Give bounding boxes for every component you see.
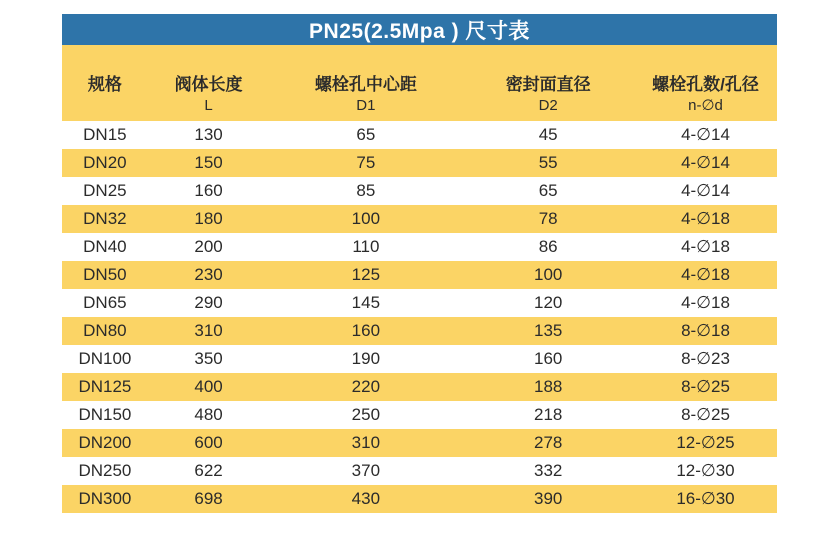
- table-cell: 310: [194, 321, 223, 340]
- table-cell: 4-∅18: [681, 265, 730, 284]
- table-cell: DN100: [78, 349, 132, 368]
- table-cell: 78: [538, 209, 558, 228]
- table-cell: 160: [194, 181, 223, 200]
- table-cell: 310: [351, 433, 381, 452]
- table-cell: 290: [194, 293, 223, 312]
- table-cell: 65: [538, 181, 558, 200]
- size-table: [62, 14, 777, 513]
- table-cell: 16-∅30: [676, 489, 735, 508]
- table-cell: 85: [356, 181, 376, 200]
- header-cell: [269, 45, 462, 121]
- header-cell: [62, 45, 148, 121]
- table-cell: 86: [538, 237, 558, 256]
- table-cell: DN20: [83, 153, 127, 172]
- table-cell: 8-∅18: [681, 321, 730, 340]
- table-cell: 332: [534, 461, 563, 480]
- table-cell: 4-∅14: [681, 125, 730, 144]
- table-cell: 4-∅18: [681, 237, 730, 256]
- table-cell: DN300: [78, 489, 132, 508]
- table-cell: 8-∅25: [681, 405, 730, 424]
- table-cell: 480: [194, 405, 223, 424]
- table-cell: 120: [534, 293, 563, 312]
- table-cell: 350: [194, 349, 223, 368]
- table-cell: DN15: [83, 125, 127, 144]
- table-cell: 8-∅23: [681, 349, 730, 368]
- header-sublabel: D1: [356, 97, 376, 114]
- table-cell: 4-∅14: [681, 153, 730, 172]
- table-row: [62, 485, 777, 513]
- table-row: [62, 233, 777, 261]
- table-cell: DN250: [78, 461, 132, 480]
- table-cell: 400: [194, 377, 223, 396]
- header-sublabel: n-∅d: [688, 97, 723, 114]
- header-sublabel: D2: [538, 97, 558, 114]
- table-cell: 250: [351, 405, 381, 424]
- table-cell: 190: [351, 349, 381, 368]
- table-cell: 4-∅18: [681, 293, 730, 312]
- table-cell: DN150: [78, 405, 132, 424]
- header-cell: [462, 45, 634, 121]
- table-cell: 622: [194, 461, 223, 480]
- table-cell: DN40: [83, 237, 127, 256]
- table-cell: 430: [351, 489, 381, 508]
- table-cell: DN200: [78, 433, 132, 452]
- table-cell: 160: [534, 349, 563, 368]
- header-sublabel: L: [204, 97, 213, 114]
- table-row: [62, 149, 777, 177]
- table-cell: 180: [194, 209, 223, 228]
- table-cell: 75: [356, 153, 376, 172]
- header-cell: [634, 45, 777, 121]
- table-cell: 278: [534, 433, 563, 452]
- table-cell: 200: [194, 237, 223, 256]
- table-cell: 45: [538, 125, 558, 144]
- table-cell: DN32: [83, 209, 127, 228]
- table-cell: 4-∅18: [681, 209, 730, 228]
- table-cell: 125: [351, 265, 381, 284]
- table-cell: 390: [534, 489, 563, 508]
- table-cell: DN125: [78, 377, 132, 396]
- table-cell: 65: [356, 125, 376, 144]
- table-cell: 218: [534, 405, 563, 424]
- table-body: [62, 121, 777, 513]
- table-cell: 100: [351, 209, 381, 228]
- table-cell: 370: [351, 461, 381, 480]
- table-cell: 220: [351, 377, 381, 396]
- table-cell: 160: [351, 321, 381, 340]
- header-label: 规格: [87, 75, 122, 94]
- table-cell: 150: [194, 153, 223, 172]
- table-header-row: [62, 45, 777, 121]
- table-cell: 600: [194, 433, 223, 452]
- table-row: [62, 261, 777, 289]
- header-label: 阀体长度: [174, 75, 243, 94]
- table-row: [62, 289, 777, 317]
- table-cell: 12-∅25: [676, 433, 735, 452]
- table-row: [62, 205, 777, 233]
- table-cell: 130: [194, 125, 223, 144]
- table-cell: DN65: [83, 293, 127, 312]
- table-cell: DN25: [83, 181, 127, 200]
- table-cell: DN50: [83, 265, 127, 284]
- header-label: 密封面直径: [505, 75, 591, 94]
- table-row: [62, 429, 777, 457]
- table-cell: 230: [194, 265, 223, 284]
- header-label: 螺栓孔中心距: [314, 75, 417, 94]
- table-title: PN25(2.5Mpa ) 尺寸表: [309, 19, 530, 43]
- table-cell: 55: [538, 153, 558, 172]
- header-label: 螺栓孔数/孔径: [652, 75, 759, 94]
- table-row: [62, 401, 777, 429]
- table-cell: 8-∅25: [681, 377, 730, 396]
- table-row: [62, 345, 777, 373]
- table-row: [62, 177, 777, 205]
- table-row: [62, 317, 777, 345]
- table-row: [62, 457, 777, 485]
- table-cell: 110: [352, 237, 380, 256]
- table-cell: 145: [351, 293, 381, 312]
- table-row: [62, 121, 777, 149]
- table-cell: 135: [534, 321, 563, 340]
- table-cell: 100: [534, 265, 563, 284]
- table-cell: 4-∅14: [681, 181, 730, 200]
- table-title-bar: [62, 14, 777, 45]
- table-cell: 12-∅30: [676, 461, 735, 480]
- header-cell: [148, 45, 270, 121]
- table-row: [62, 373, 777, 401]
- table-cell: DN80: [83, 321, 127, 340]
- table-cell: 698: [194, 489, 223, 508]
- table-cell: 188: [534, 377, 563, 396]
